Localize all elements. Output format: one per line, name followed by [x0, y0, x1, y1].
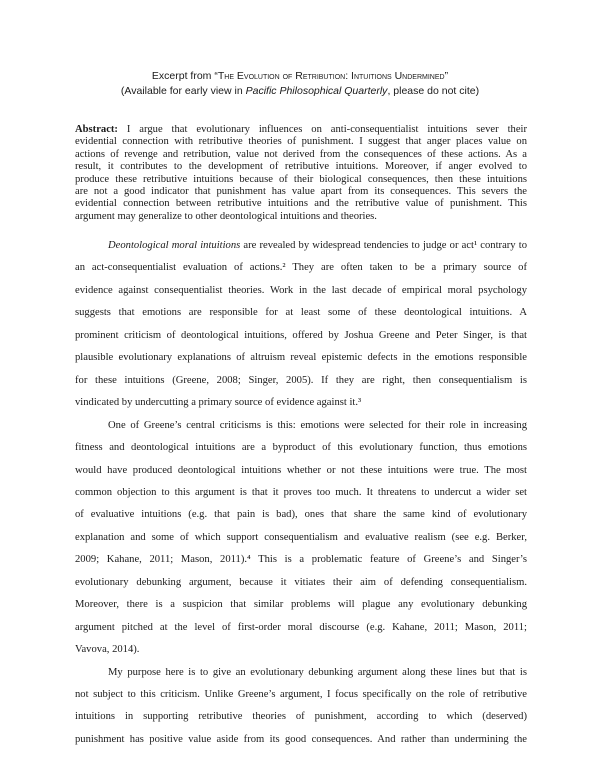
text-line: 2009; Kahane, 2011; Mason, 2011).⁴ This is a problematic feature of Greene’s and Singer’s: [75, 554, 527, 566]
text-line: One of Greene’s central criticisms is this: emotions were selected for their role in increasing: [108, 419, 527, 431]
text-line: evidence against consequentialist theories. Work in the last decade of empirical moral psychology: [75, 284, 527, 296]
text-line: evidential connection between retributive intuitions and the retributive value of punishment. This: [75, 198, 527, 210]
text-line: are not a good indicator that punishment has value apart from its consequences. This severs the: [75, 186, 527, 197]
text-line: result, it contributes to the development of retributive intuitions. Moreover, if anger evolved to: [75, 161, 527, 173]
text-line: explanation and some of which support consequentialism and evaluative realism (see e.g. Berker,: [75, 531, 527, 543]
text-line: an act-consequentialist evaluation of actions.² They are often taken to be a primary source of: [75, 262, 527, 274]
abstract-text: I argue that evolutionary influences on anti-consequentialist intuitions sever their: [117, 124, 527, 135]
text-line: of evaluative intuitions (e.g. that pain is bad), ones that share the same kind of evolutionary: [75, 509, 527, 521]
text-line: Vavova, 2014).: [75, 644, 140, 656]
text-line: evidential connection with retributive theories of punishment. I suggest that anger places value on: [75, 136, 527, 148]
subtitle-prefix: (Available for early view in: [120, 85, 246, 97]
italic-term: Deontological moral intuitions: [108, 240, 241, 251]
text-line: not subject to this criticism. Unlike Greene’s argument, I focus specifically on the role of retributive: [75, 689, 527, 700]
text-line: produce these retributive intuitions because of their biological consequences, then these intuitions: [75, 173, 527, 185]
text-line: for these intuitions (Greene, 2008; Singer, 2005). If they are right, then consequentialism is: [75, 374, 527, 386]
text-line: argument may generalize to other deontological intuitions and theories.: [75, 210, 377, 222]
title-suffix: ”: [444, 70, 449, 82]
text-line: fitness and deontological intuitions are a byproduct of this evolutionary function, thus emotions: [75, 442, 527, 454]
text-line: plausible evolutionary explanations of altruism reveal epistemic defects in the emotions responsible: [75, 352, 527, 364]
journal-name: Pacific Philosophical Quarterly: [245, 85, 388, 97]
title-prefix: Excerpt from “: [151, 70, 218, 82]
text-line: Moreover, there is a suspicion that similar problems will plague any evolutionary debunking: [75, 599, 527, 611]
paragraph-text: are revealed by widespread tendencies to judge or act¹ contrary to: [240, 240, 527, 251]
text-line: vindicated by undercutting a primary source of evidence against it.³: [75, 397, 362, 409]
text-line: intuitions in supporting retributive theories of punishment, according to which (deserved): [75, 711, 527, 723]
text-line: would have produced deontological intuitions whether or not these intuitions were true. The most: [75, 464, 527, 476]
text-line: [75, 124, 527, 135]
document-subtitle: [0, 85, 600, 97]
text-line: suggests that emotions are responsible for at least some of these deontological intuitions. A: [75, 307, 527, 319]
text-line: My purpose here is to give an evolutionary debunking argument along these lines but that is: [108, 666, 527, 678]
abstract-label: Abstract:: [75, 124, 118, 135]
text-line: [108, 240, 527, 251]
text-line: evolutionary debunking argument, because it vitiates their aim of defending consequentialism.: [75, 576, 527, 588]
title-main: The Evolution of Retribution: Intuitions Undermined: [217, 70, 445, 82]
text-line: prominent criticism of deontological intuitions, offered by Joshua Greene and Peter Singer, is that: [75, 329, 527, 341]
text-line: common objection to this argument is that it proves too much. It threatens to undercut a wider set: [75, 486, 527, 498]
text-line: actions of revenge and retribution, value not derived from the consequences of these actions. As a: [75, 148, 527, 160]
text-line: punishment has positive value aside from its good consequences. And rather than undermining the: [75, 733, 527, 745]
subtitle-suffix: , please do not cite): [387, 85, 480, 97]
document-title: [0, 70, 600, 82]
text-line: argument pitched at the level of first-order moral discourse (e.g. Kahane, 2011; Mason, 2011;: [75, 621, 527, 633]
